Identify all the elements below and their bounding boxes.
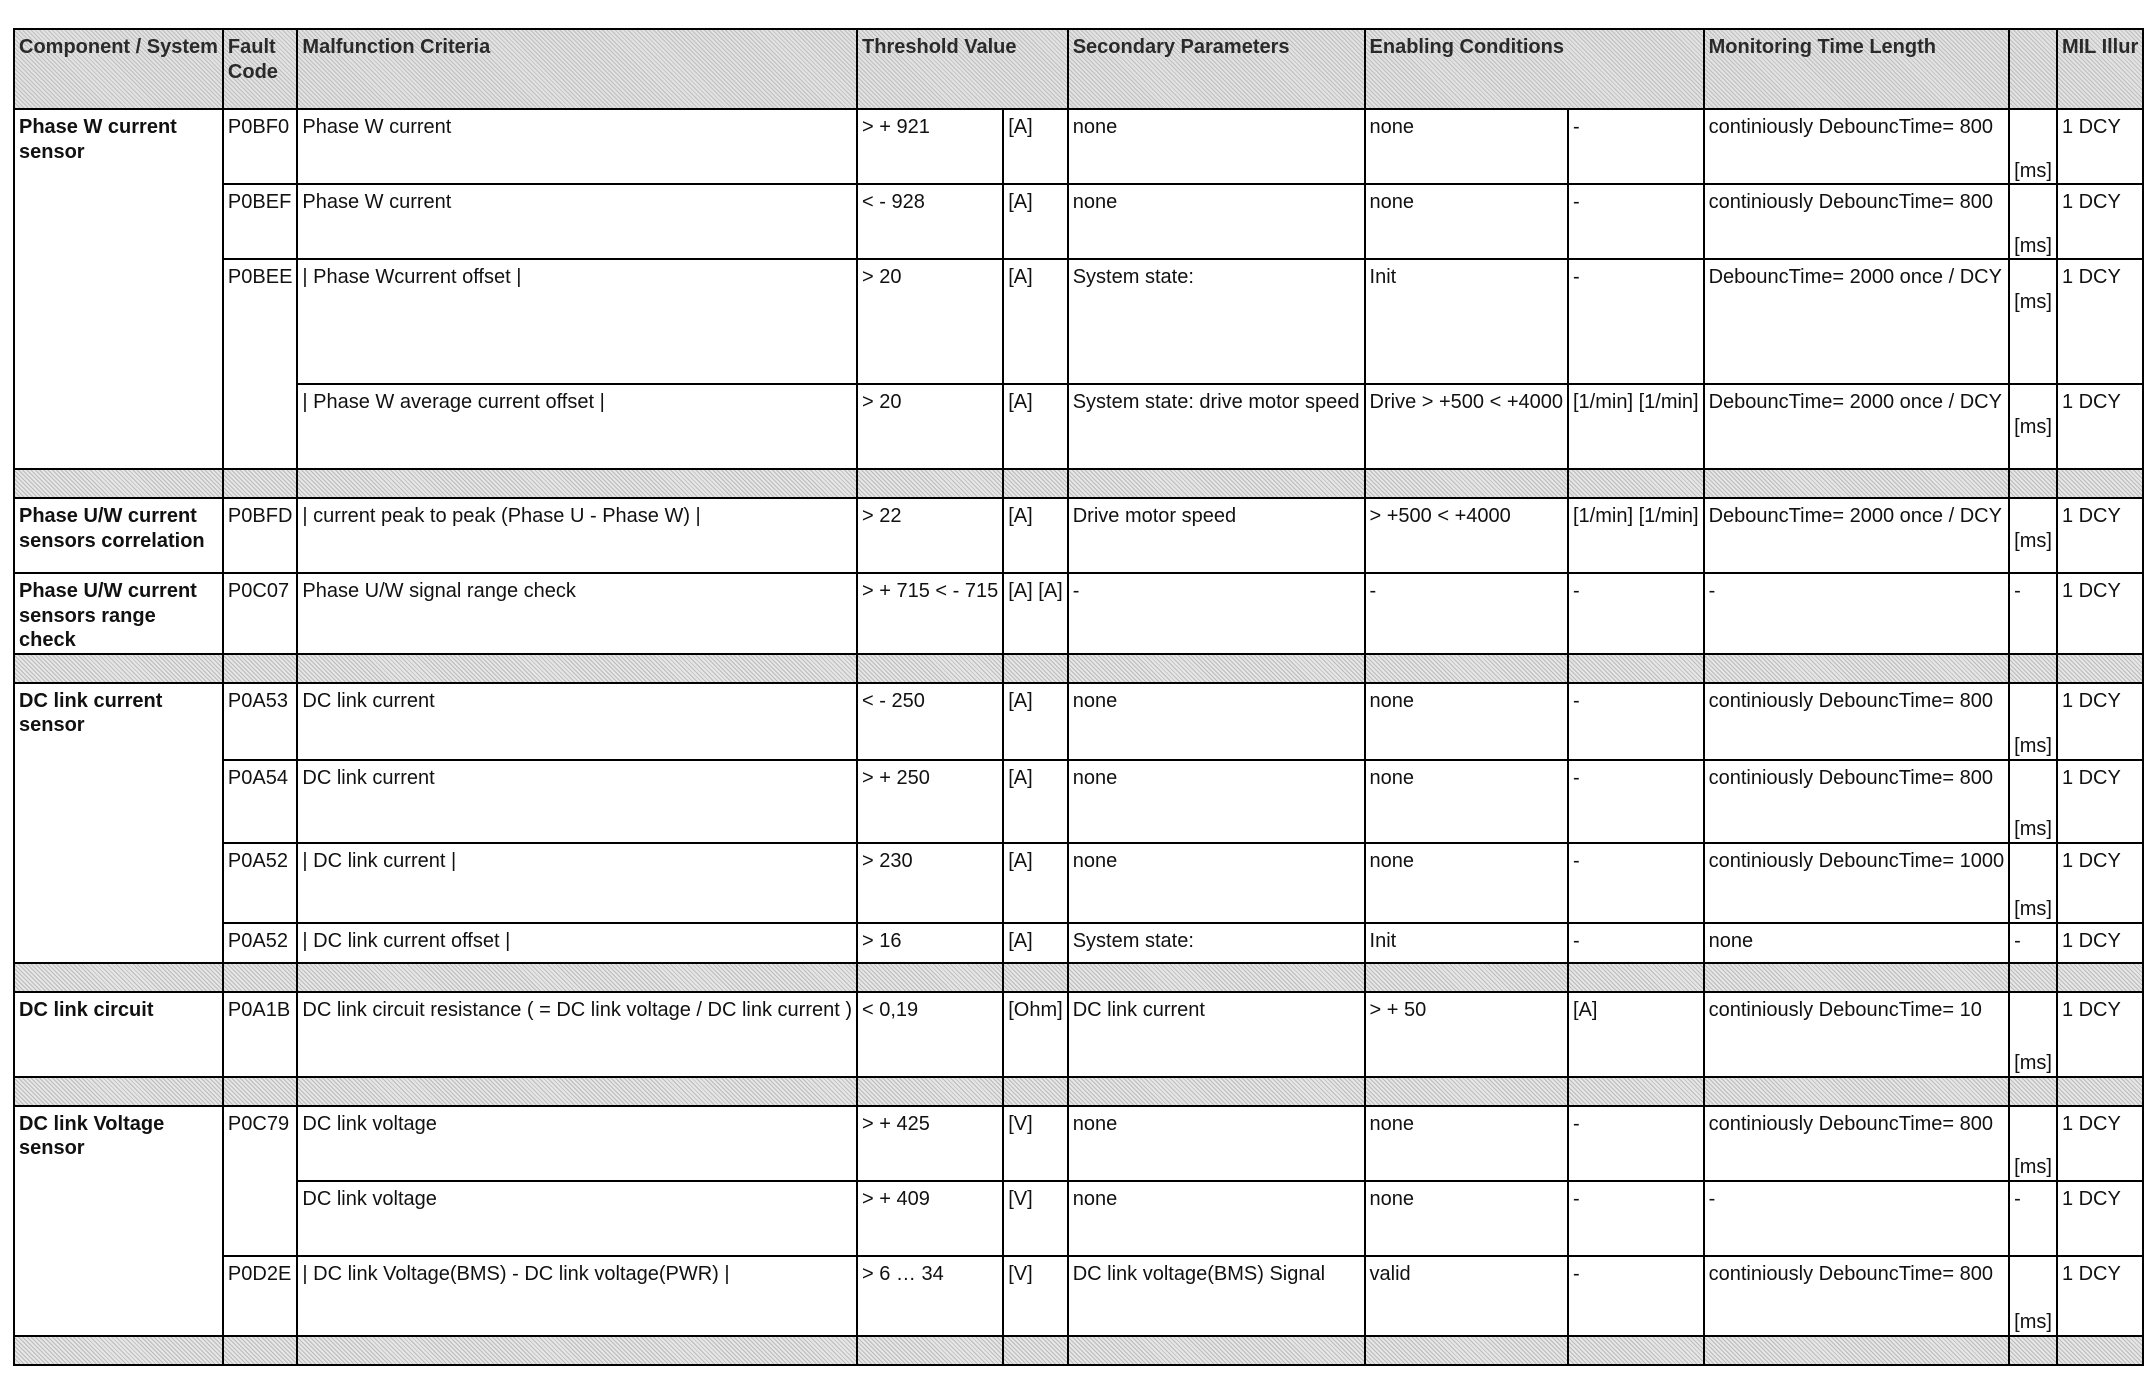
secondary-parameters: none [1068, 1181, 1365, 1256]
secondary-parameters: none [1068, 184, 1365, 259]
separator-cell [1068, 963, 1365, 992]
separator-cell [1068, 1077, 1365, 1106]
secondary-parameters: DC link current [1068, 992, 1365, 1077]
monitoring-unit: [ms] [2009, 1256, 2057, 1336]
separator-cell [1003, 1336, 1067, 1365]
separator-cell [2057, 469, 2143, 498]
table-row [14, 109, 2143, 184]
separator-cell [1568, 654, 1704, 683]
monitoring-unit: [ms] [2009, 683, 2057, 760]
component-name: Phase U/W current sensors correlation [14, 498, 223, 573]
enabling-unit: - [1568, 184, 1704, 259]
fault-code: P0A52 [223, 843, 297, 923]
monitoring-time: - [1704, 573, 2010, 654]
enabling-condition: Init [1365, 259, 1568, 384]
malfunction-criteria: | current peak to peak (Phase U - Phase W) | [297, 498, 857, 573]
separator-row [14, 1077, 2143, 1106]
threshold-value: < 0,19 [857, 992, 1003, 1077]
malfunction-criteria: | Phase W average current offset | [297, 384, 857, 469]
enabling-unit: [1/min] [1/min] [1568, 384, 1704, 469]
separator-cell [223, 1077, 297, 1106]
secondary-parameters: - [1068, 573, 1365, 654]
fault-code: P0C79 [223, 1106, 297, 1256]
separator-cell [2057, 1077, 2143, 1106]
secondary-parameters: none [1068, 683, 1365, 760]
table-row [14, 384, 2143, 469]
secondary-parameters: DC link voltage(BMS) Signal [1068, 1256, 1365, 1336]
threshold-unit: [A] [1003, 760, 1067, 843]
table-row [14, 184, 2143, 259]
table-row [14, 573, 2143, 654]
separator-cell [297, 1077, 857, 1106]
monitoring-time: DebouncTime= 2000 once / DCY [1704, 259, 2010, 384]
header-blank [2009, 29, 2057, 109]
malfunction-criteria: | DC link Voltage(BMS) - DC link voltage(PWR) | [297, 1256, 857, 1336]
monitoring-time: DebouncTime= 2000 once / DCY [1704, 498, 2010, 573]
malfunction-criteria: DC link current [297, 683, 857, 760]
threshold-value: > 230 [857, 843, 1003, 923]
enabling-unit: - [1568, 843, 1704, 923]
monitoring-unit: [ms] [2009, 1106, 2057, 1181]
header-enabling: Enabling Conditions [1365, 29, 1704, 109]
header-threshold: Threshold Value [857, 29, 1068, 109]
threshold-unit: [A] [1003, 259, 1067, 384]
mil-illumination: 1 DCY [2057, 923, 2143, 963]
separator-cell [1365, 963, 1568, 992]
enabling-condition: Init [1365, 923, 1568, 963]
monitoring-time: continiously DebouncTime= 800 [1704, 1256, 2010, 1336]
malfunction-criteria: Phase W current [297, 109, 857, 184]
mil-illumination: 1 DCY [2057, 573, 2143, 654]
malfunction-criteria: Phase U/W signal range check [297, 573, 857, 654]
enabling-condition: none [1365, 1181, 1568, 1256]
separator-cell [857, 963, 1003, 992]
mil-illumination: 1 DCY [2057, 760, 2143, 843]
malfunction-criteria: | DC link current | [297, 843, 857, 923]
separator-cell [2009, 1077, 2057, 1106]
mil-illumination: 1 DCY [2057, 184, 2143, 259]
enabling-unit: [A] [1568, 992, 1704, 1077]
component-name: DC link Voltage sensor [14, 1106, 223, 1336]
monitoring-time: continiously DebouncTime= 800 [1704, 1106, 2010, 1181]
separator-cell [14, 1336, 223, 1365]
malfunction-criteria: DC link circuit resistance ( = DC link voltage / DC link current ) [297, 992, 857, 1077]
separator-cell [1568, 469, 1704, 498]
threshold-unit: [A] [1003, 109, 1067, 184]
separator-cell [223, 1336, 297, 1365]
threshold-value: < - 928 [857, 184, 1003, 259]
threshold-value: > 20 [857, 384, 1003, 469]
monitoring-time: none [1704, 923, 2010, 963]
threshold-unit: [Ohm] [1003, 992, 1067, 1077]
enabling-condition: none [1365, 683, 1568, 760]
separator-cell [1704, 1336, 2010, 1365]
separator-cell [14, 469, 223, 498]
separator-cell [1704, 1077, 2010, 1106]
component-name: DC link circuit [14, 992, 223, 1077]
component-name: Phase W current sensor [14, 109, 223, 469]
secondary-parameters: System state: drive motor speed [1068, 384, 1365, 469]
header-monitoring-text: Monitoring Time Length [1708, 36, 1936, 58]
threshold-value: > + 425 [857, 1106, 1003, 1181]
enabling-condition: valid [1365, 1256, 1568, 1336]
separator-cell [2009, 654, 2057, 683]
threshold-unit: [A] [1003, 184, 1067, 259]
secondary-parameters: System state: [1068, 259, 1365, 384]
monitoring-time: continiously DebouncTime= 800 [1704, 184, 2010, 259]
separator-cell [1003, 469, 1067, 498]
monitoring-unit: - [2009, 923, 2057, 963]
secondary-parameters: System state: [1068, 923, 1365, 963]
threshold-unit: [A] [A] [1003, 573, 1067, 654]
separator-cell [297, 1336, 857, 1365]
separator-cell [1365, 469, 1568, 498]
enabling-unit: - [1568, 109, 1704, 184]
monitoring-unit: [ms] [2009, 109, 2057, 184]
mil-illumination: 1 DCY [2057, 384, 2143, 469]
header-monitoring [1704, 29, 2010, 109]
threshold-value: > + 409 [857, 1181, 1003, 1256]
enabling-condition: none [1365, 1106, 1568, 1181]
mil-illumination: 1 DCY [2057, 843, 2143, 923]
threshold-unit: [V] [1003, 1181, 1067, 1256]
monitoring-unit: - [2009, 1181, 2057, 1256]
separator-row [14, 469, 2143, 498]
enabling-condition: none [1365, 760, 1568, 843]
separator-cell [2057, 963, 2143, 992]
secondary-parameters: none [1068, 109, 1365, 184]
separator-cell [857, 1336, 1003, 1365]
mil-illumination: 1 DCY [2057, 683, 2143, 760]
separator-row [14, 963, 2143, 992]
component-name: Phase U/W current sensors range check [14, 573, 223, 654]
threshold-unit: [A] [1003, 923, 1067, 963]
fault-code: P0A52 [223, 923, 297, 963]
separator-cell [14, 963, 223, 992]
separator-cell [223, 469, 297, 498]
separator-cell [857, 469, 1003, 498]
separator-cell [2009, 963, 2057, 992]
separator-row [14, 1336, 2143, 1365]
enabling-unit: - [1568, 1181, 1704, 1256]
threshold-value: > 20 [857, 259, 1003, 384]
fault-code: P0C07 [223, 573, 297, 654]
monitoring-unit: [ms] [2009, 384, 2057, 469]
malfunction-criteria: Phase W current [297, 184, 857, 259]
separator-cell [14, 1077, 223, 1106]
fault-code: P0A53 [223, 683, 297, 760]
monitoring-time: continiously DebouncTime= 10 [1704, 992, 2010, 1077]
monitoring-unit: - [2009, 573, 2057, 654]
separator-cell [857, 1077, 1003, 1106]
enabling-unit: - [1568, 1106, 1704, 1181]
threshold-value: > + 250 [857, 760, 1003, 843]
malfunction-criteria: DC link voltage [297, 1181, 857, 1256]
separator-cell [1568, 1336, 1704, 1365]
enabling-condition: - [1365, 573, 1568, 654]
fault-code: P0A54 [223, 760, 297, 843]
mil-illumination: 1 DCY [2057, 992, 2143, 1077]
separator-cell [1068, 654, 1365, 683]
mil-illumination: 1 DCY [2057, 109, 2143, 184]
mil-illumination: 1 DCY [2057, 1181, 2143, 1256]
table-row [14, 1106, 2143, 1181]
separator-cell [14, 654, 223, 683]
separator-cell [2057, 1336, 2143, 1365]
threshold-unit: [V] [1003, 1256, 1067, 1336]
threshold-value: < - 250 [857, 683, 1003, 760]
header-mil: MIL Illur [2057, 29, 2143, 109]
enabling-unit: - [1568, 259, 1704, 384]
monitoring-time: DebouncTime= 2000 once / DCY [1704, 384, 2010, 469]
header-row [14, 29, 2143, 109]
threshold-unit: [V] [1003, 1106, 1067, 1181]
monitoring-unit: [ms] [2009, 843, 2057, 923]
monitoring-time: - [1704, 1181, 2010, 1256]
separator-cell [1568, 1077, 1704, 1106]
enabling-condition: none [1365, 843, 1568, 923]
separator-cell [2009, 469, 2057, 498]
separator-cell [1003, 654, 1067, 683]
header-fault-code [223, 29, 297, 109]
secondary-parameters: Drive motor speed [1068, 498, 1365, 573]
threshold-unit: [A] [1003, 683, 1067, 760]
threshold-unit: [A] [1003, 384, 1067, 469]
threshold-value: > 6 … 34 [857, 1256, 1003, 1336]
malfunction-criteria: | Phase Wcurrent offset | [297, 259, 857, 384]
fault-code: P0BEE [223, 259, 297, 469]
separator-row [14, 654, 2143, 683]
enabling-unit: - [1568, 760, 1704, 843]
fault-code: P0BF0 [223, 109, 297, 184]
enabling-unit: - [1568, 573, 1704, 654]
threshold-unit: [A] [1003, 498, 1067, 573]
secondary-parameters: none [1068, 1106, 1365, 1181]
threshold-value: > 16 [857, 923, 1003, 963]
separator-cell [1365, 1077, 1568, 1106]
monitoring-unit: [ms] [2009, 259, 2057, 384]
table-row [14, 1256, 2143, 1336]
enabling-condition: Drive > +500 < +4000 [1365, 384, 1568, 469]
table-row [14, 259, 2143, 384]
mil-illumination: 1 DCY [2057, 1106, 2143, 1181]
monitoring-unit: [ms] [2009, 992, 2057, 1077]
component-name: DC link current sensor [14, 683, 223, 963]
separator-cell [1704, 963, 2010, 992]
monitoring-unit: [ms] [2009, 760, 2057, 843]
threshold-value: > + 715 < - 715 [857, 573, 1003, 654]
enabling-unit: - [1568, 1256, 1704, 1336]
mil-illumination: 1 DCY [2057, 259, 2143, 384]
threshold-unit: [A] [1003, 843, 1067, 923]
fault-code: P0BFD [223, 498, 297, 573]
separator-cell [2057, 654, 2143, 683]
separator-cell [1365, 1336, 1568, 1365]
separator-cell [1068, 469, 1365, 498]
table-row [14, 1181, 2143, 1256]
separator-cell [1365, 654, 1568, 683]
enabling-unit: - [1568, 683, 1704, 760]
separator-cell [2009, 1336, 2057, 1365]
mil-illumination: 1 DCY [2057, 498, 2143, 573]
separator-cell [1704, 469, 2010, 498]
table-row [14, 843, 2143, 923]
monitoring-unit: [ms] [2009, 184, 2057, 259]
header-secondary: Secondary Parameters [1068, 29, 1365, 109]
header-malfunction: Malfunction Criteria [297, 29, 857, 109]
monitoring-time: continiously DebouncTime= 800 [1704, 683, 2010, 760]
malfunction-criteria: DC link current [297, 760, 857, 843]
separator-cell [857, 654, 1003, 683]
separator-cell [297, 469, 857, 498]
separator-cell [1568, 963, 1704, 992]
separator-cell [1704, 654, 2010, 683]
fault-code: P0A1B [223, 992, 297, 1077]
header-fault-code-text: Fault Code [227, 36, 278, 83]
enabling-condition: none [1365, 184, 1568, 259]
table-row [14, 992, 2143, 1077]
separator-cell [223, 654, 297, 683]
enabling-condition: > + 50 [1365, 992, 1568, 1077]
monitoring-time: continiously DebouncTime= 1000 [1704, 843, 2010, 923]
separator-cell [1068, 1336, 1365, 1365]
separator-cell [1003, 1077, 1067, 1106]
enabling-condition: none [1365, 109, 1568, 184]
header-component: Component / System [14, 29, 223, 109]
separator-cell [297, 963, 857, 992]
malfunction-criteria: | DC link current offset | [297, 923, 857, 963]
secondary-parameters: none [1068, 843, 1365, 923]
separator-cell [1003, 963, 1067, 992]
fault-code: P0D2E [223, 1256, 297, 1336]
table-row [14, 683, 2143, 760]
separator-cell [297, 654, 857, 683]
table-row [14, 923, 2143, 963]
mil-illumination: 1 DCY [2057, 1256, 2143, 1336]
monitoring-unit: [ms] [2009, 498, 2057, 573]
secondary-parameters: none [1068, 760, 1365, 843]
enabling-unit: [1/min] [1/min] [1568, 498, 1704, 573]
separator-cell [223, 963, 297, 992]
fault-code: P0BEF [223, 184, 297, 259]
malfunction-criteria: DC link voltage [297, 1106, 857, 1181]
enabling-unit: - [1568, 923, 1704, 963]
threshold-value: > 22 [857, 498, 1003, 573]
table-row [14, 498, 2143, 573]
monitoring-time: continiously DebouncTime= 800 [1704, 760, 2010, 843]
obd-monitoring-table [13, 28, 2144, 1366]
table-row [14, 760, 2143, 843]
monitoring-time: continiously DebouncTime= 800 [1704, 109, 2010, 184]
enabling-condition: > +500 < +4000 [1365, 498, 1568, 573]
threshold-value: > + 921 [857, 109, 1003, 184]
